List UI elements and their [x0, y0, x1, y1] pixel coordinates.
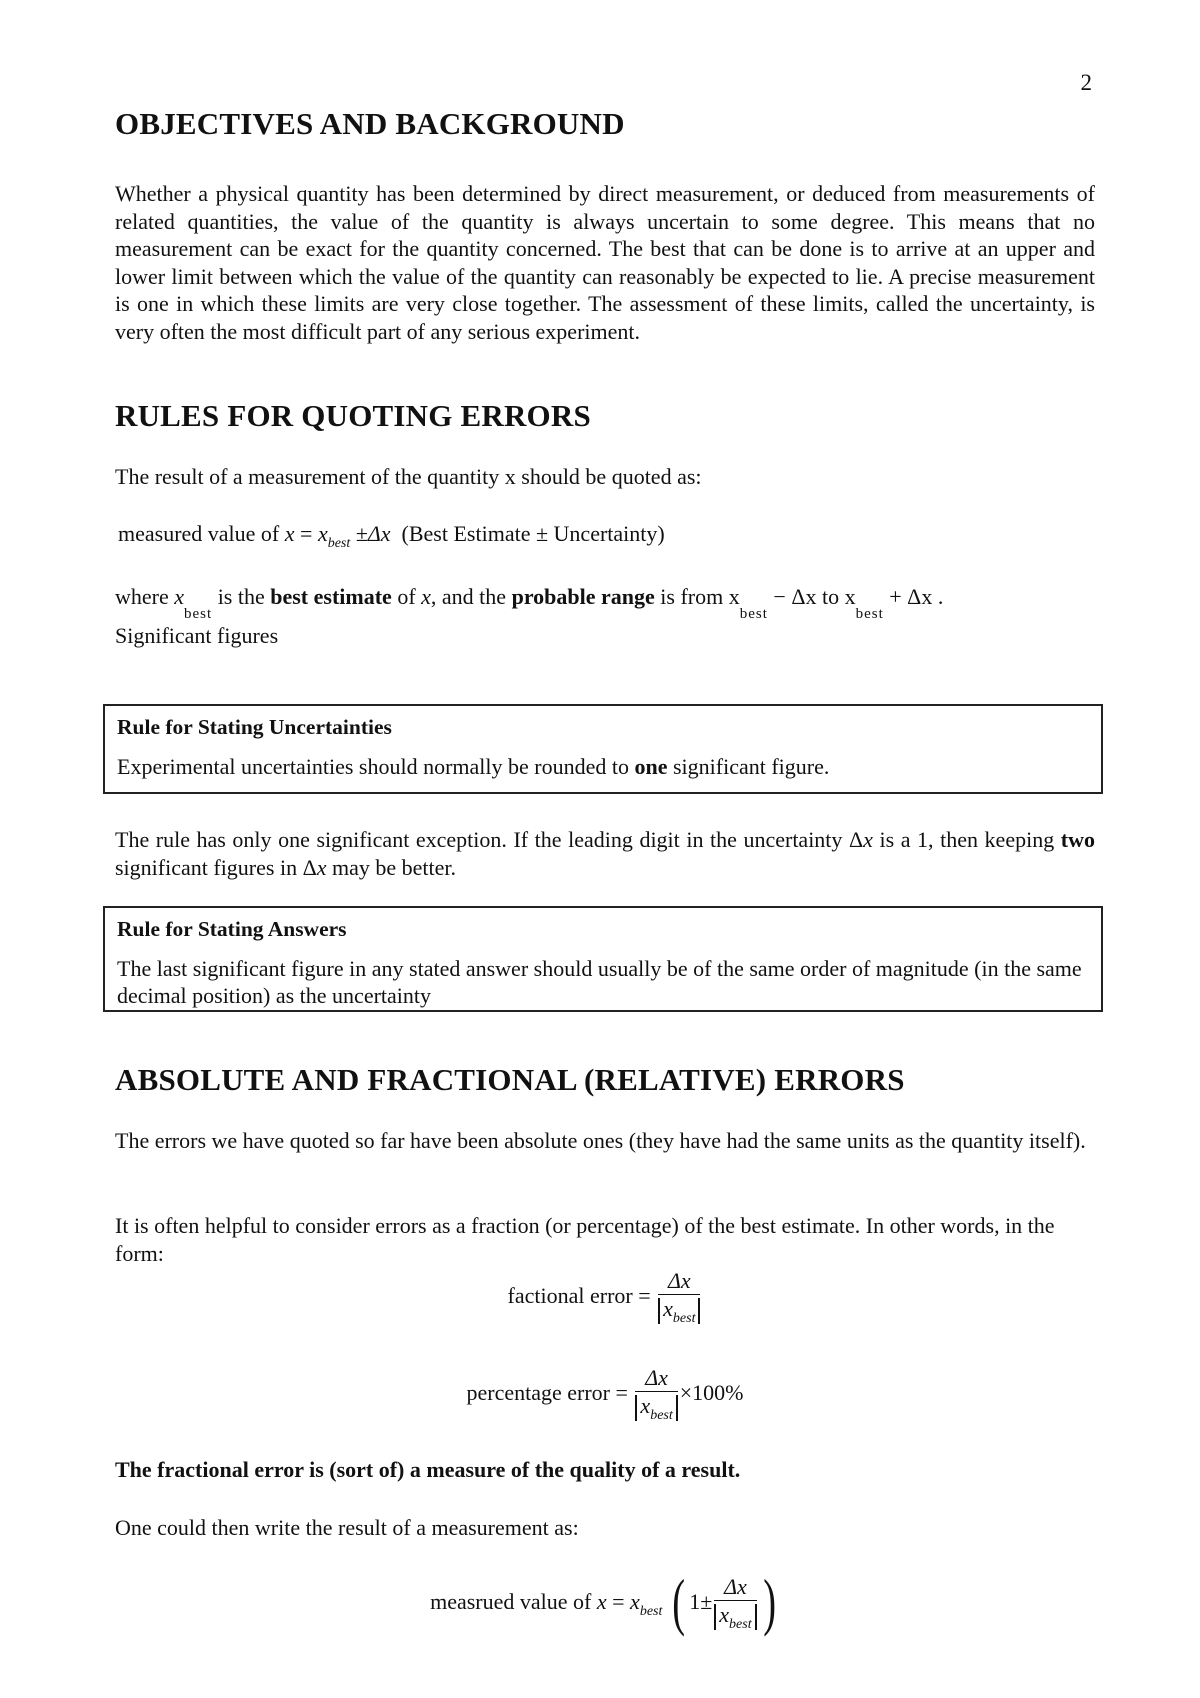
eq1-equals: =: [300, 521, 313, 546]
where-best-sub: best: [184, 606, 213, 622]
probable-range-term: probable range: [511, 584, 655, 609]
eq-pct-fraction: [635, 1365, 677, 1421]
eq1-xbest: x: [317, 521, 328, 546]
exception-p4: may be better.: [326, 854, 456, 880]
eq-pct-den-x: x: [640, 1393, 651, 1418]
where-line: [115, 583, 1095, 622]
where-x2: x: [421, 584, 431, 609]
eq-final-xbest: x: [630, 1589, 640, 1614]
where-w6: − Δx to x: [773, 584, 856, 609]
quality-statement: The fractional error is (sort of) a measure of the quality of a result.: [115, 1457, 741, 1482]
equation-measured-value: [118, 520, 1098, 552]
eq-frac-label: factional error =: [507, 1283, 651, 1308]
best-estimate-term: best estimate: [270, 584, 392, 609]
eq-final-var: x: [596, 1589, 607, 1614]
eq-final-label: measrued value of: [430, 1589, 592, 1614]
exception-p2: is a 1, then keeping: [872, 827, 1061, 852]
absolute-paragraph-3: One could then write the result of a measurement as:: [115, 1515, 579, 1540]
eq-frac-numerator: Δx: [658, 1268, 700, 1295]
where-w7: + Δx .: [889, 584, 944, 609]
left-paren: (: [672, 1566, 685, 1637]
rule-box-uncertainties: [103, 704, 1103, 794]
eq-final-fraction: [714, 1574, 756, 1630]
where-w5: is from x: [660, 584, 740, 609]
eq-final-one: 1±: [689, 1589, 713, 1614]
right-paren: ): [762, 1566, 776, 1637]
eq-frac-den-sub: best: [672, 1311, 696, 1326]
eq-pct-den-sub: best: [650, 1408, 673, 1423]
box1-body-bold: one: [634, 754, 668, 779]
where-x: x: [174, 584, 185, 609]
equation-percentage-error: [115, 1365, 1095, 1421]
page-number: 2: [1080, 70, 1092, 95]
where-w2: is the: [217, 584, 265, 609]
absolute-paragraph-1: The errors we have quoted so far have been absolute ones (they have had the same units as the quantity itself).: [115, 1128, 1086, 1153]
heading-objectives: OBJECTIVES AND BACKGROUND: [115, 106, 625, 141]
exception-x2: x: [316, 854, 327, 880]
where-w3: of: [397, 584, 416, 609]
rule-box-answers-body: The last significant figure in any stated answer should usually be of the same order of magnitude (in the same decimal position) as the uncertainty: [117, 956, 1082, 1008]
rule-box-answers: [103, 906, 1103, 1012]
where-w4: , and the: [430, 584, 507, 609]
eq-pct-numerator: Δx: [635, 1365, 677, 1392]
eq1-label: measured value of: [118, 521, 280, 546]
eq1-note: (Best Estimate ± Uncertainty): [401, 521, 665, 546]
eq-final-sub: best: [639, 1604, 663, 1619]
eq1-sub: best: [327, 536, 351, 551]
where-best3-sub: best: [855, 606, 884, 622]
eq-pct-suffix: ×100%: [679, 1380, 744, 1405]
exception-p3: significant figures in Δ: [115, 854, 317, 880]
eq1-var: x: [284, 521, 295, 546]
exception-paragraph: [115, 826, 1095, 881]
equation-final-measured-value: [115, 1566, 1095, 1637]
exception-bold: two: [1060, 827, 1095, 852]
box1-body-post: significant figure.: [672, 754, 830, 779]
eq-final-equals: =: [612, 1589, 625, 1614]
eq-final-denominator: [714, 1601, 756, 1630]
eq-pct-denominator: [635, 1392, 677, 1421]
eq-final-numerator: Δx: [714, 1574, 756, 1601]
eq-frac-fraction: [658, 1268, 700, 1324]
heading-rules: RULES FOR QUOTING ERRORS: [115, 398, 591, 433]
objectives-paragraph: Whether a physical quantity has been determined by direct measurement, or deduced from measurements of related quantities, the value of the quantity is always uncertain to some degree. This means that no measurement can be exact for the quantity concerned. The best that can be done is to arrive at an upper and lower limit between which the value of the quantity can reasonably be expected to lie. A precise measurement is one in which these limits are very close together. The assessment of these limits, called the uncertainty, is very often the most difficult part of any serious experiment.: [115, 181, 1095, 344]
rule-box-answers-title: Rule for Stating Answers: [117, 917, 347, 941]
rule-box-uncertainties-title: Rule for Stating Uncertainties: [117, 715, 392, 739]
eq-frac-denominator: [658, 1295, 700, 1324]
eq-final-den-sub: best: [729, 1617, 752, 1632]
absolute-paragraph-2: It is often helpful to consider errors as a fraction (or percentage) of the best estimate. In other words, in the form:: [115, 1213, 1055, 1266]
exception-p1: The rule has only one significant exception. If the leading digit in the uncertainty Δ: [115, 827, 864, 852]
where-best2-sub: best: [739, 606, 768, 622]
equation-fractional-error: [115, 1268, 1095, 1324]
heading-absolute-fractional: ABSOLUTE AND FRACTIONAL (RELATIVE) ERRORS: [115, 1062, 905, 1097]
where-w1: where: [115, 584, 169, 609]
eq-frac-den-x: x: [663, 1296, 673, 1321]
rules-intro: The result of a measurement of the quantity x should be quoted as:: [115, 464, 702, 489]
rule-box-uncertainties-body: [117, 753, 1089, 780]
eq-pct-label: percentage error =: [466, 1380, 628, 1405]
box1-body-pre: Experimental uncertainties should normally be rounded to: [117, 754, 629, 779]
significant-figures-label: Significant figures: [115, 623, 279, 648]
eq1-pm: ±Δx: [355, 521, 391, 546]
eq-final-den-x: x: [719, 1602, 730, 1627]
exception-x1: x: [863, 827, 873, 852]
